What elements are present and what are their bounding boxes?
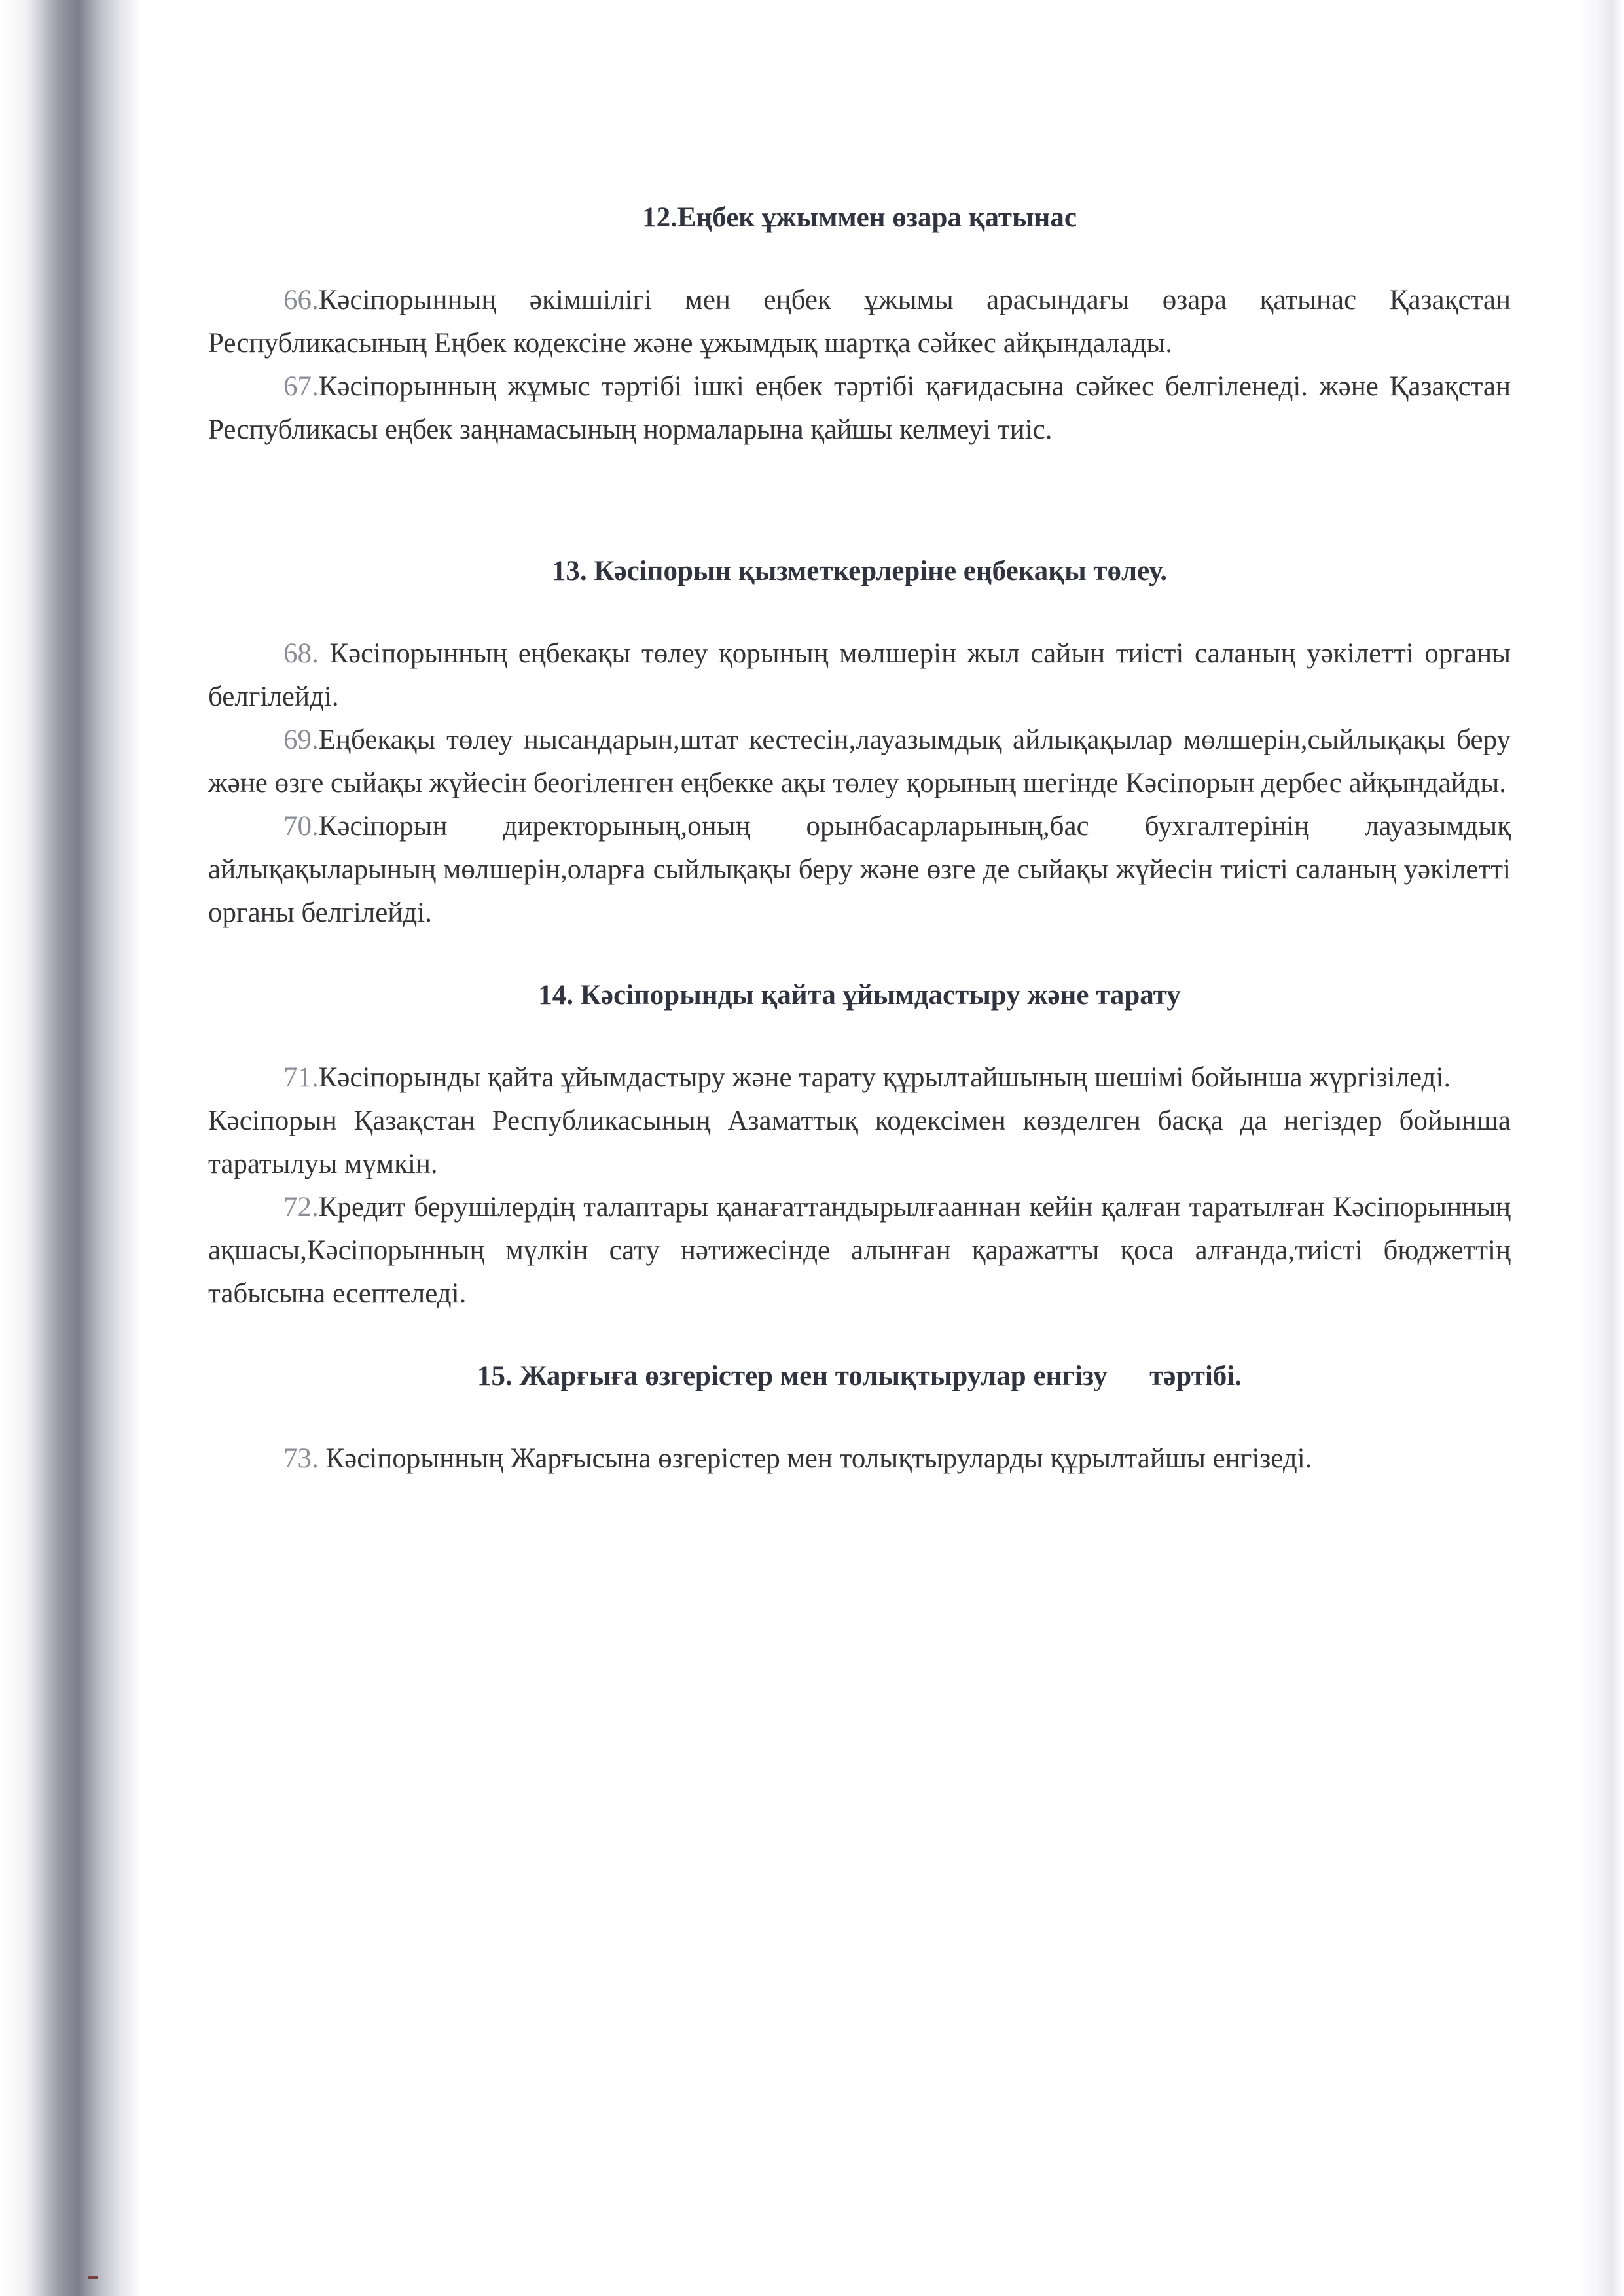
- spacer: [208, 452, 1511, 524]
- paragraph-number: 67.: [283, 371, 319, 402]
- spacer: [208, 593, 1511, 632]
- paragraph-number: 68.: [283, 638, 319, 669]
- paragraph-73: [208, 1437, 1511, 1480]
- spacer: [208, 524, 1511, 550]
- spacer: [208, 935, 1511, 974]
- paragraph-66: [208, 279, 1511, 365]
- paragraph-text: Кәсіпорынның еңбекақы төлеу қорының мөлшерін жыл сайын тиісті саланың уәкілетті органы белгілейді.: [208, 638, 1511, 712]
- paragraph-69: [208, 719, 1511, 805]
- paragraph-text: Кәсіпорын директорының,оның орынбасарларының,бас бухгалтерінің лауазымдық айлықақыларының мөлшерін,оларға сыйлықақы беру және өзге де сыйақы жүйесін тиісті саланың уәкілетті органы белгілейді.: [208, 811, 1511, 928]
- spacer: [208, 1316, 1511, 1355]
- paragraph-67: [208, 365, 1511, 452]
- paragraph-text: Еңбекақы төлеу нысандарын,штат кестесін,лауазымдық айлықақылар мөлшерін,сыйлықақы беру және өзге сыйақы жүйесін беогіленген еңбекке ақы төлеу қорының шегінде Кәсіпорын дербес айқындайды.: [208, 725, 1511, 798]
- section-13-heading: 13. Кәсіпорын қызметкерлеріне еңбекақы төлеу.: [551, 556, 1168, 586]
- paragraph-71-continued: [208, 1100, 1511, 1186]
- paragraph-70: [208, 805, 1511, 935]
- paragraph-number: 73.: [283, 1443, 319, 1474]
- paragraph-text: Кәсіпорынның жұмыс тәртібі ішкі еңбек тәртібі қағидасына сәйкес белгіленеді. және Қазақстан Республикасы еңбек заңнамасының нормаларына қайшы келмеуі тиіс.: [208, 371, 1511, 445]
- paragraph-text: Кәсіпорынның әкімшілігі мен еңбек ұжымы арасындағы өзара қатынас Қазақстан Республикасының Еңбек кодексіне және ұжымдық шартқа сәйкес айқындалады.: [208, 285, 1511, 359]
- paragraph-68: [208, 632, 1511, 719]
- paragraph-71: [208, 1056, 1511, 1100]
- section-15-heading: 15. Жарғыға өзгерістер мен толықтырулар енгізу тәртібі.: [477, 1361, 1242, 1391]
- section-14-heading: 14. Кәсіпорынды қайта ұйымдастыру және тарату: [538, 980, 1181, 1011]
- paragraph-text: Кәсіпорынның Жарғысына өзгерістер мен толықтыруларды құрылтайшы енгізеді.: [318, 1443, 1312, 1474]
- paragraph-text: Кәсіпорынды қайта ұйымдастыру және тарату құрылтайшының шешімі бойынша жүргізіледі.: [318, 1062, 1451, 1093]
- paragraph-text: Кредит берушілердің талаптары қанағаттандырылғааннан кейін қалған таратылған Кәсіпорынның ақшасы,Кәсіпорынның мүлкін сату нәтижесінде алынған қаражатты қоса алғанда,тиісті бюджеттің табысына есептеледі.: [208, 1192, 1511, 1309]
- spacer: [208, 1398, 1511, 1437]
- paragraph-number: 72.: [283, 1192, 319, 1223]
- scan-shadow-left: [0, 0, 170, 2296]
- spacer: [208, 1017, 1511, 1056]
- paragraph-number: 66.: [283, 285, 319, 315]
- scan-mark: [88, 2276, 98, 2279]
- section-12-heading: 12.Еңбек ұжыммен өзара қатынас: [642, 202, 1077, 233]
- paragraph-number: 70.: [283, 811, 319, 842]
- spacer: [208, 240, 1511, 279]
- paragraph-number: 69.: [283, 725, 319, 755]
- paragraph-text: Кәсіпорын Қазақстан Республикасының Азаматтық кодексімен көзделген басқа да негіздер бойынша таратылуы мүмкін.: [208, 1105, 1511, 1179]
- paragraph-72: [208, 1186, 1511, 1316]
- document-body: [208, 196, 1511, 1480]
- paragraph-number: 71.: [283, 1062, 319, 1093]
- scan-shadow-right: [1578, 0, 1624, 2296]
